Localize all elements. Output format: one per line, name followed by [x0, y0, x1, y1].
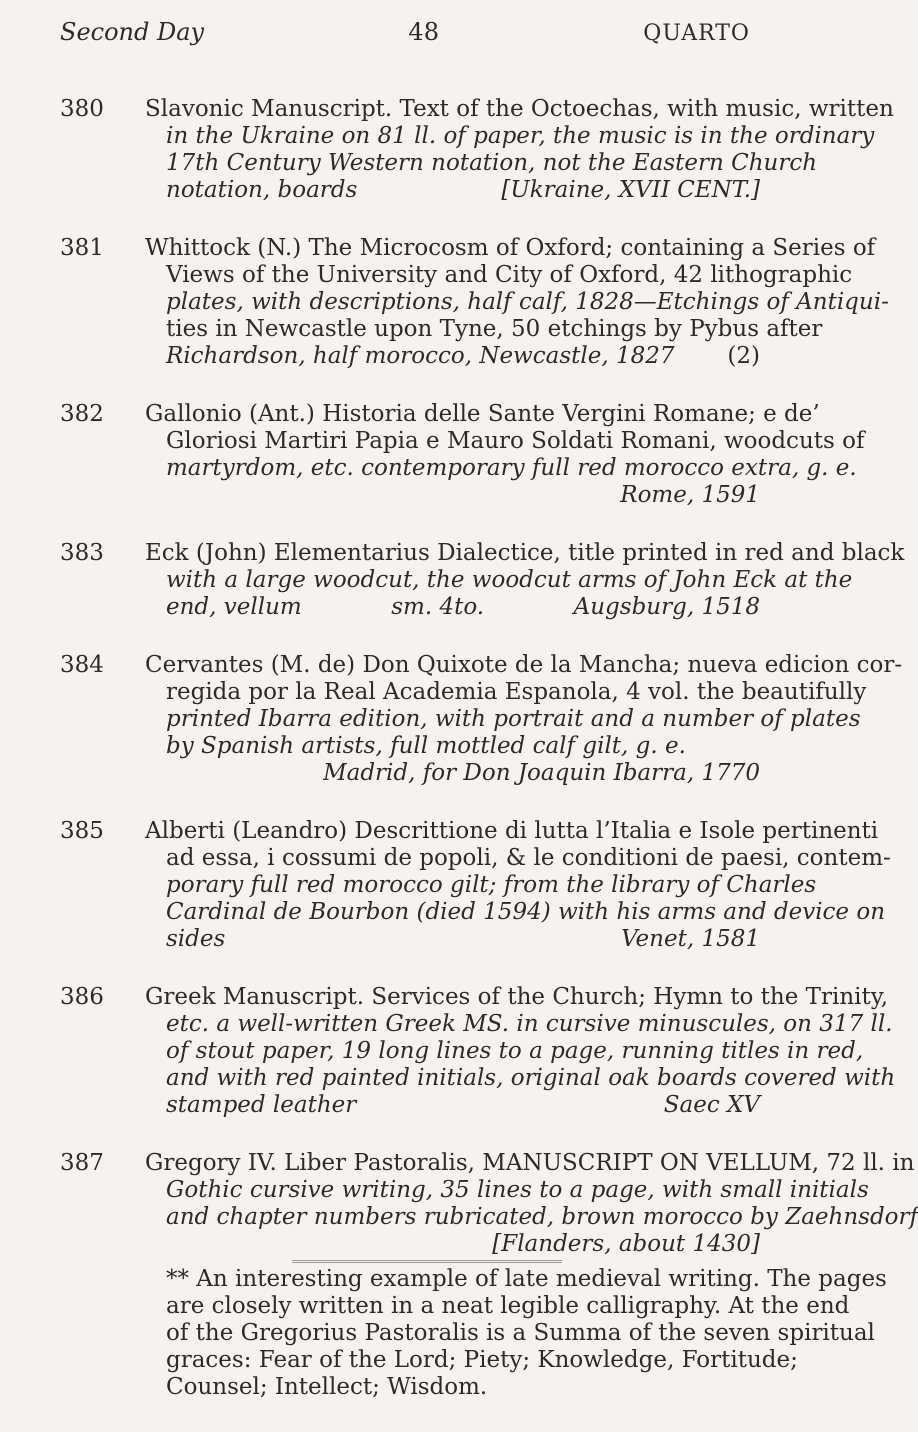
imprint: Saec XV	[663, 1092, 760, 1118]
note-line: of the Gregorius Pastoralis is a Summa of the seven spiritual	[166, 1320, 875, 1346]
lot-description	[145, 652, 903, 787]
description-line: porary full red morocco gilt; from the library of Charles	[166, 872, 817, 898]
note-line: ** An interesting example of late medieval writing. The pages	[166, 1266, 887, 1292]
lot-entry	[0, 401, 865, 509]
description-line: with a large woodcut, the woodcut arms of John Eck at the	[166, 567, 853, 593]
description-line: regida por la Real Academia Espanola, 4 vol. the beautifully	[166, 679, 867, 705]
lot-entry	[0, 818, 891, 953]
description-line: of stout paper, 19 long lines to a page, running titles in red,	[166, 1038, 864, 1064]
description-line: and chapter numbers rubricated, brown morocco by Zaehnsdorf	[166, 1204, 918, 1230]
page-header	[60, 18, 750, 58]
description-line: Gallonio (Ant.) Historia delle Sante Vergini Romane; e de’	[145, 401, 820, 427]
lot-description	[145, 818, 891, 953]
lot-description	[145, 235, 889, 370]
description-line: ad essa, i cossumi de popoli, & le conditioni de paesi, contem-	[166, 845, 891, 871]
description-line: Gloriosi Martiri Papia e Mauro Soldati Romani, woodcuts of	[166, 428, 865, 454]
lot-number: 386	[60, 984, 104, 1010]
lot-number: 387	[60, 1150, 104, 1176]
description-line: martyrdom, etc. contemporary full red morocco extra, g. e.	[166, 455, 857, 481]
description-line: Cervantes (M. de) Don Quixote de la Mancha; nueva edicion cor-	[145, 652, 903, 678]
imprint: [Flanders, about 1430]	[492, 1231, 760, 1257]
description-line: in the Ukraine on 81 ll. of paper, the music is in the ordinary	[166, 123, 875, 149]
binding-note: stamped leather	[166, 1092, 357, 1118]
description-line: Whittock (N.) The Microcosm of Oxford; containing a Series of	[145, 235, 876, 261]
imprint: Rome, 1591	[620, 482, 760, 508]
format: sm. 4to.	[391, 594, 485, 620]
note-line: graces: Fear of the Lord; Piety; Knowledge, Fortitude;	[166, 1347, 798, 1373]
description-line: printed Ibarra edition, with portrait and a number of plates	[166, 706, 861, 732]
imprint: Richardson, half morocco, Newcastle, 1827	[166, 343, 675, 369]
volume-count: (2)	[727, 343, 760, 369]
description-line: Cardinal de Bourbon (died 1594) with his arms and device on	[166, 899, 886, 925]
lot-entry	[0, 652, 903, 787]
description-line: by Spanish artists, full mottled calf gilt, g. e.	[166, 733, 686, 759]
imprint: [Ukraine, XVII CENT.]	[501, 177, 760, 203]
page-number: 48	[408, 18, 439, 46]
catalogue-entries	[0, 96, 918, 1432]
description-line: Eck (John) Elementarius Dialectice, title printed in red and black	[145, 540, 905, 566]
description-line	[145, 177, 760, 204]
description-line: Gothic cursive writing, 35 lines to a page, with small initials	[166, 1177, 869, 1203]
description-line	[145, 926, 760, 953]
description-line: Alberti (Leandro) Descrittione di lutta l’Italia e Isole pertinenti	[145, 818, 879, 844]
note-line: Counsel; Intellect; Wisdom.	[166, 1374, 488, 1400]
lot-number: 385	[60, 818, 104, 844]
description-line: ties in Newcastle upon Tyne, 50 etchings by Pybus after	[166, 316, 823, 342]
lot-description	[145, 1150, 918, 1401]
binding-note: sides	[166, 926, 226, 952]
lot-entry	[0, 540, 905, 621]
lot-note	[145, 1266, 887, 1401]
imprint: Venet, 1581	[621, 926, 760, 952]
lot-number: 380	[60, 96, 104, 122]
lot-entry	[0, 96, 894, 204]
lot-number: 384	[60, 652, 104, 678]
lot-number: 382	[60, 401, 104, 427]
binding-note: end, vellum	[166, 594, 302, 620]
lot-number: 381	[60, 235, 104, 261]
binding-note: notation, boards	[166, 177, 358, 203]
description-line: plates, with descriptions, half calf, 1828—Etchings of Antiqui-	[166, 289, 889, 315]
lot-number: 383	[60, 540, 104, 566]
description-line	[145, 594, 760, 621]
header-format: QUARTO	[643, 21, 750, 46]
note-line: are closely written in a neat legible calligraphy. At the end	[166, 1293, 850, 1319]
lot-entry	[0, 984, 896, 1119]
description-line: Greek Manuscript. Services of the Church; Hymn to the Trinity,	[145, 984, 889, 1010]
lot-entry	[0, 1150, 918, 1401]
description-line: Gregory IV. Liber Pastoralis, MANUSCRIPT ON VELLUM, 72 ll. in	[145, 1150, 915, 1176]
lot-entry	[0, 235, 889, 370]
imprint: Madrid, for Don Joaquin Ibarra, 1770	[323, 760, 760, 786]
lot-description	[145, 540, 905, 621]
description-line: 17th Century Western notation, not the Eastern Church	[166, 150, 818, 176]
description-line: etc. a well-written Greek MS. in cursive minuscules, on 317 ll.	[166, 1011, 893, 1037]
header-day: Second Day	[60, 18, 205, 46]
end-rule-divider	[292, 1260, 562, 1263]
description-line: Views of the University and City of Oxford, 42 lithographic	[166, 262, 853, 288]
description-line	[145, 343, 760, 370]
lot-description	[145, 96, 894, 204]
lot-description	[145, 401, 865, 509]
description-line	[145, 1092, 760, 1119]
description-line: Slavonic Manuscript. Text of the Octoechas, with music, written	[145, 96, 894, 122]
lot-description	[145, 984, 896, 1119]
imprint: Augsburg, 1518	[573, 594, 760, 620]
description-line: and with red painted initials, original oak boards covered with	[166, 1065, 896, 1091]
